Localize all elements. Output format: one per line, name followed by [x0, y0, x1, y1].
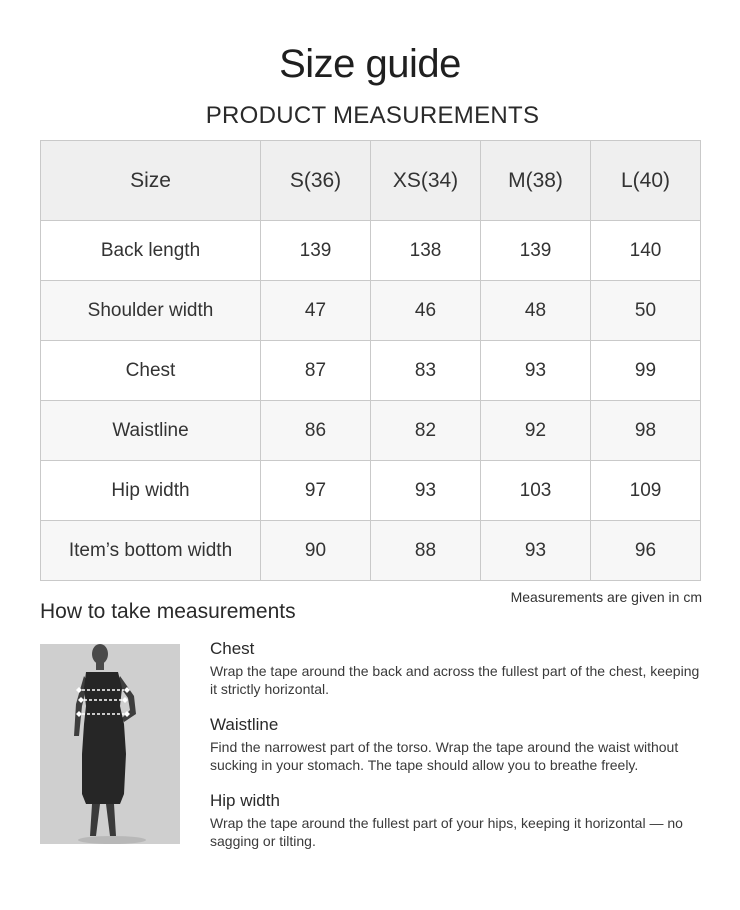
- instruction-item: [210, 714, 710, 774]
- instruction-text: Find the narrowest part of the torso. Wrap the tape around the waist without sucking in your stomach. The tape should allow you to breathe freely.: [210, 739, 679, 773]
- table-cell: 93: [481, 341, 591, 401]
- instruction-title: Waistline: [210, 715, 279, 734]
- table-row: [41, 281, 701, 341]
- table-cell: 139: [261, 221, 371, 281]
- instruction-title: Chest: [210, 639, 255, 658]
- measurement-figure-image: [40, 644, 180, 844]
- table-cell: 92: [481, 401, 591, 461]
- row-label: Waistline: [41, 401, 261, 461]
- table-cell: 90: [261, 521, 371, 581]
- row-label: Shoulder width: [41, 281, 261, 341]
- page-title: Size guide: [279, 42, 461, 86]
- table-row: [41, 461, 701, 521]
- instruction-title: Hip width: [210, 791, 280, 810]
- table-row: [41, 221, 701, 281]
- table-header-row: [41, 141, 701, 221]
- table-cell: 87: [261, 341, 371, 401]
- table-cell: 46: [371, 281, 481, 341]
- table-cell: 47: [261, 281, 371, 341]
- row-label: Hip width: [41, 461, 261, 521]
- how-to-heading: How to take measurements: [40, 600, 296, 623]
- units-note: Measurements are given in cm: [510, 589, 702, 605]
- instruction-item: [210, 638, 710, 698]
- instruction-text: Wrap the tape around the fullest part of your hips, keeping it horizontal — no sagging or tilting.: [210, 815, 683, 849]
- table-row: [41, 521, 701, 581]
- table-cell: 93: [371, 461, 481, 521]
- column-header: XS(34): [371, 141, 481, 221]
- section-subtitle: PRODUCT MEASUREMENTS: [205, 102, 540, 129]
- table-cell: 99: [591, 341, 701, 401]
- table-cell: 98: [591, 401, 701, 461]
- instruction-text: Wrap the tape around the back and across the fullest part of the chest, keeping it strictly horizontal.: [210, 663, 700, 697]
- row-label: Chest: [41, 341, 261, 401]
- table-cell: 93: [481, 521, 591, 581]
- table-cell: 88: [371, 521, 481, 581]
- table-cell: 50: [591, 281, 701, 341]
- table-cell: 139: [481, 221, 591, 281]
- table-cell: 96: [591, 521, 701, 581]
- size-table: [40, 140, 701, 581]
- measurement-instructions: [210, 638, 710, 866]
- table-cell: 83: [371, 341, 481, 401]
- instruction-item: [210, 790, 710, 850]
- table-cell: 48: [481, 281, 591, 341]
- table-cell: 86: [261, 401, 371, 461]
- column-header: S(36): [261, 141, 371, 221]
- table-cell: 82: [371, 401, 481, 461]
- table-cell: 103: [481, 461, 591, 521]
- table-cell: 140: [591, 221, 701, 281]
- table-row: [41, 341, 701, 401]
- row-label: Back length: [41, 221, 261, 281]
- table-cell: 138: [371, 221, 481, 281]
- table-cell: 97: [261, 461, 371, 521]
- row-label: Item’s bottom width: [41, 521, 261, 581]
- table-cell: 109: [591, 461, 701, 521]
- column-header: M(38): [481, 141, 591, 221]
- table-row: [41, 401, 701, 461]
- column-header: L(40): [591, 141, 701, 221]
- column-header: Size: [41, 141, 261, 221]
